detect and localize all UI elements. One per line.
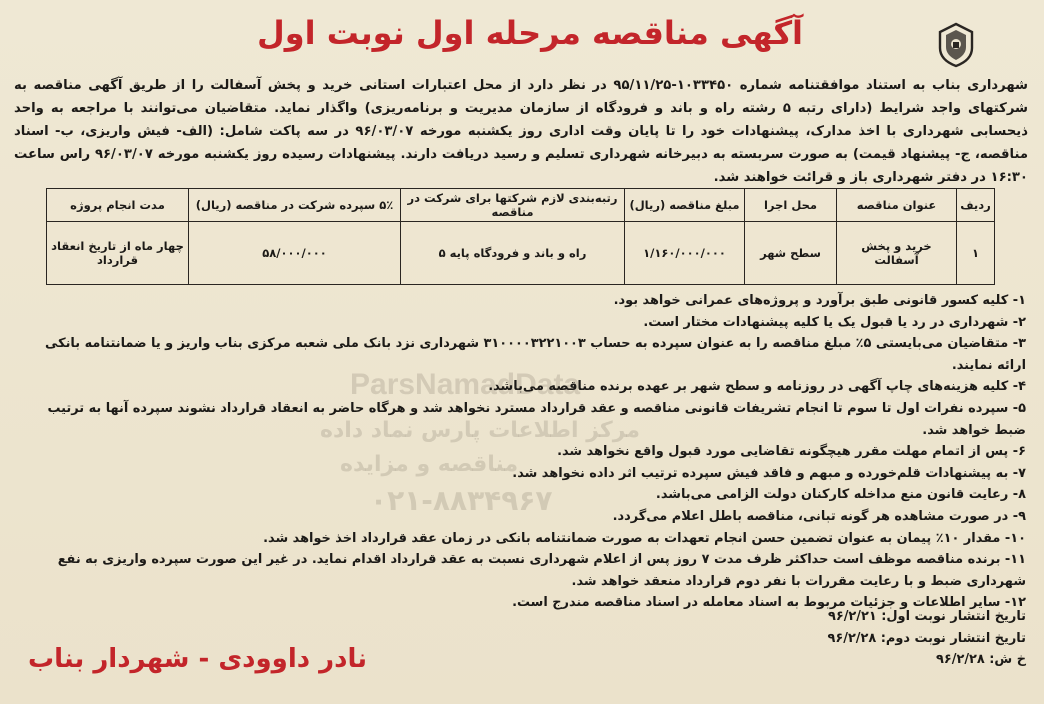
list-item: ۵- سپرده نفرات اول تا سوم تا انجام تشریفات قانونی مناقصه و عقد قرارداد مسترد نخواهد شد و هرگاه حاضر به انعقاد قرارداد نشوند سپرده آنها به ترتیب ضبط خواهد شد.: [47, 400, 1026, 438]
list-item: ۹- در صورت مشاهده هر گونه تبانی، مناقصه باطل اعلام می‌گردد.: [612, 508, 1026, 524]
table-cell: خرید و پخش آسفالت: [837, 222, 957, 285]
conditions-list: [16, 290, 1026, 614]
page-title: آگهی مناقصه مرحله اول نوبت اول: [256, 14, 804, 52]
list-item: ۲- شهرداری در رد یا قبول یک یا کلیه پیشنهادات مختار است.: [643, 314, 1026, 330]
table-row: [47, 222, 995, 285]
list-item: ۶- پس از اتمام مهلت مقرر هیچگونه تقاضایی مورد قبول واقع نخواهد شد.: [557, 444, 1026, 460]
table-cell: سطح شهر: [745, 222, 837, 285]
table-header-row: [47, 189, 995, 222]
list-item: ۱۱- برنده مناقصه موظف است حداکثر ظرف مدت ۷ روز پس از اعلام شهرداری نسبت به عقد قرارداد اقدام نماید. در غیر این صورت سپرده واریزی به نفع شهرداری ضبط و با رعایت مقررات با نفر دوم قرارداد منعقد خواهد شد.: [57, 552, 1026, 589]
watermark-phone: ۰۲۱-۸۸۳۴۹۶۷: [370, 484, 553, 517]
list-item: ۴- کلیه هزینه‌های چاپ آگهی در روزنامه و سطح شهر بر عهده برنده مناقصه می‌باشد.: [488, 379, 1026, 395]
intro-paragraph: شهرداری بناب به استناد موافقتنامه شماره ۱۰۳۳۴۵۰-۹۵/۱۱/۲۵ در نظر دارد از محل اعتبارات استانی خرید و پخش آسفالت را از طریق آگهی مناقصه به شرکتهای واجد شرایط (دارای رتبه ۵ رشته راه و باند و فرودگاه از سازمان مدیریت و برنامه‌ریزی) واگذار نماید. متقاضیان می‌توانند با مراجعه به واحد ذیحسابی شهرداری با اخذ مدارک، پیشنهادات خود را تا پایان وقت اداری روز یکشنبه مورخه ۹۶/۰۳/۰۷ در سه پاکت شامل: (الف- فیش واریزی، ب- اسناد مناقصه، ج- پیشنهاد قیمت) به صورت سربسته به دبیرخانه شهرداری تسلیم و رسید دریافت دارند. پیشنهادات رسیده روز یکشنبه مورخه ۹۶/۰۳/۰۷ راس ساعت ۱۶:۳۰ در دفتر شهرداری باز و قرائت خواهند شد.: [14, 78, 1028, 185]
municipality-logo-icon: [936, 22, 976, 68]
list-item: ۱۲- سایر اطلاعات و جزئیات مربوط به اسناد معامله در اسناد مناقصه مندرج است.: [512, 595, 1026, 611]
list-item: ۷- به پیشنهادات قلم‌خورده و مبهم و فاقد فیش سپرده ترتیب اثر داده نخواهد شد.: [512, 465, 1026, 481]
table-header: محل اجرا: [745, 189, 837, 222]
list-item: ۱۰- مقدار ۱۰٪ پیمان به عنوان تضمین حسن انجام تعهدات به صورت ضمانتنامه بانکی در زمان عقد قرارداد اخذ خواهد شد.: [263, 530, 1026, 546]
list-item: ۸- رعایت قانون منع مداخله کارکنان دولت الزامی می‌باشد.: [655, 487, 1026, 503]
table-cell: راه و باند و فرودگاه پایه ۵: [401, 222, 625, 285]
signature-text: نادر داوودی - شهردار بناب: [28, 644, 367, 674]
table-header: مبلغ مناقصه (ریال): [625, 189, 745, 222]
list-item: ۳- متقاضیان می‌بایستی ۵٪ مبلغ مناقصه را به عنوان سپرده به حساب ۳۱۰۰۰۰۳۲۲۱۰۰۳ شهرداری نزد بانک ملی شعبه مرکزی بناب واریز و یا ضمانتنامه بانکی ارائه نمایند.: [45, 336, 1026, 373]
list-item: ۱- کلیه کسور قانونی طبق برآورد و پروژه‌های عمرانی خواهد بود.: [613, 293, 1026, 308]
table-header: رتبه‌بندی لازم شرکتها برای شرکت در مناقصه: [401, 189, 625, 222]
signature: [28, 644, 548, 674]
first-publication-date: تاریخ انتشار نوبت اول: ۹۶/۲/۲۱: [827, 609, 1026, 624]
watermark-brand: ParsNamadData: [350, 368, 581, 401]
publication-dates: [726, 606, 1026, 671]
reference-number: خ ش: ۹۶/۲/۲۸: [936, 652, 1026, 668]
tender-table: [46, 188, 995, 285]
table-header: ردیف: [957, 189, 995, 222]
table-header: عنوان مناقصه: [837, 189, 957, 222]
watermark-line-2: مناقصه و مزایده: [340, 452, 519, 477]
table-cell: چهار ماه از تاریخ انعقاد قرارداد: [47, 222, 189, 285]
table-cell: ۱: [957, 222, 995, 285]
second-publication-date: تاریخ انتشار نوبت دوم: ۹۶/۲/۲۸: [827, 630, 1026, 646]
watermark-line-1: مرکز اطلاعات پارس نماد داده: [320, 418, 640, 443]
table-header: ۵٪ سپرده شرکت در مناقصه (ریال): [189, 189, 401, 222]
table-cell: ۱/۱۶۰/۰۰۰/۰۰۰: [625, 222, 745, 285]
table-header: مدت انجام پروژه: [47, 189, 189, 222]
table-cell: ۵۸/۰۰۰/۰۰۰: [189, 222, 401, 285]
